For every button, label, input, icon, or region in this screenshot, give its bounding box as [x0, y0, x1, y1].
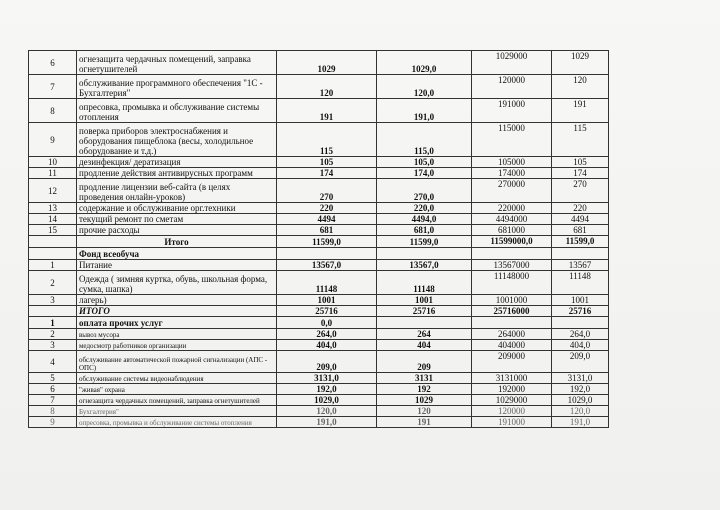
value-4-cell: 120,0 — [552, 406, 609, 417]
row-number-cell: 9 — [29, 123, 77, 157]
description-cell: текущий ремонт по сметам — [77, 214, 277, 225]
value-1-cell: 681 — [277, 225, 377, 236]
value-2-cell: 191,0 — [377, 99, 472, 123]
row-number-cell: 7 — [29, 75, 77, 99]
value-3-cell: 105000 — [472, 157, 552, 168]
description-cell: обслуживание программного обеспечения "1С - Бухгалтерия" — [77, 75, 277, 99]
value-2-cell: 174,0 — [377, 168, 472, 179]
value-2-cell: 4494,0 — [377, 214, 472, 225]
description-cell: продление действия антивирусных программ — [77, 168, 277, 179]
value-1-cell: 209,0 — [277, 351, 377, 373]
description-cell: опресовка, промывка и обслуживание системы отопления — [77, 99, 277, 123]
value-4-cell: 270 — [552, 179, 609, 203]
value-2-cell: 209 — [377, 351, 472, 373]
value-2-cell: 264 — [377, 329, 472, 340]
value-3-cell: 209000 — [472, 351, 552, 373]
value-4-cell: 1029 — [552, 51, 609, 75]
value-1-cell: 11148 — [277, 271, 377, 295]
row-number-cell: 8 — [29, 406, 77, 417]
table-row — [29, 395, 609, 406]
value-4-cell — [552, 248, 609, 260]
row-number-cell: 2 — [29, 329, 77, 340]
row-number-cell — [29, 248, 77, 260]
value-1-cell: 0,0 — [277, 317, 377, 329]
row-number-cell: 14 — [29, 214, 77, 225]
value-2-cell: 25716 — [377, 306, 472, 317]
description-cell: Одежда ( зимняя куртка, обувь, школьная форма, сумка, шапка) — [77, 271, 277, 295]
value-4-cell: 11599,0 — [552, 236, 609, 248]
value-4-cell: 192,0 — [552, 384, 609, 395]
value-3-cell — [472, 248, 552, 260]
description-cell: ИТОГО — [77, 306, 277, 317]
table-row — [29, 168, 609, 179]
value-2-cell: 11148 — [377, 271, 472, 295]
value-4-cell: 120 — [552, 75, 609, 99]
value-1-cell: 11599,0 — [277, 236, 377, 248]
table-row — [29, 373, 609, 384]
value-1-cell: 191,0 — [277, 417, 377, 428]
value-3-cell: 11599000,0 — [472, 236, 552, 248]
row-number-cell: 7 — [29, 395, 77, 406]
description-cell: продление лицензии веб-сайта (в целях проведения онлайн-уроков) — [77, 179, 277, 203]
value-1-cell: 191 — [277, 99, 377, 123]
value-3-cell: 404000 — [472, 340, 552, 351]
value-2-cell: 1029,0 — [377, 51, 472, 75]
value-3-cell: 13567000 — [472, 260, 552, 271]
value-4-cell: 11148 — [552, 271, 609, 295]
value-4-cell: 191,0 — [552, 417, 609, 428]
value-3-cell: 191000 — [472, 99, 552, 123]
description-cell: обслуживание автоматической пожарной сигнализации (АПС - ОПС) — [77, 351, 277, 373]
table-row — [29, 306, 609, 317]
value-3-cell: 191000 — [472, 417, 552, 428]
value-3-cell: 1029000 — [472, 395, 552, 406]
value-1-cell: 220 — [277, 203, 377, 214]
table-row — [29, 75, 609, 99]
table-row — [29, 248, 609, 260]
table-row — [29, 179, 609, 203]
row-number-cell: 2 — [29, 271, 77, 295]
row-number-cell: 1 — [29, 260, 77, 271]
value-3-cell: 11148000 — [472, 271, 552, 295]
row-number-cell: 8 — [29, 99, 77, 123]
value-1-cell: 3131,0 — [277, 373, 377, 384]
table-row — [29, 99, 609, 123]
table-row — [29, 329, 609, 340]
description-cell: огнезащита чердачных помещений, заправка огнетушителей — [77, 51, 277, 75]
row-number-cell: 4 — [29, 351, 77, 373]
row-number-cell: 3 — [29, 340, 77, 351]
description-cell: Фонд всеобуча — [77, 248, 277, 260]
value-2-cell: 404 — [377, 340, 472, 351]
value-2-cell: 105,0 — [377, 157, 472, 168]
value-1-cell — [277, 248, 377, 260]
budget-table-body — [29, 51, 609, 428]
description-cell: содержание и обслуживание орг.техники — [77, 203, 277, 214]
table-row — [29, 225, 609, 236]
value-4-cell: 681 — [552, 225, 609, 236]
value-1-cell: 13567,0 — [277, 260, 377, 271]
value-1-cell: 192,0 — [277, 384, 377, 395]
table-row — [29, 340, 609, 351]
value-2-cell: 192 — [377, 384, 472, 395]
value-2-cell: 11599,0 — [377, 236, 472, 248]
value-4-cell: 191 — [552, 99, 609, 123]
value-3-cell: 264000 — [472, 329, 552, 340]
value-4-cell: 209,0 — [552, 351, 609, 373]
description-cell: оплата прочих услуг — [77, 317, 277, 329]
value-1-cell: 120,0 — [277, 406, 377, 417]
row-number-cell: 5 — [29, 373, 77, 384]
row-number-cell: 6 — [29, 384, 77, 395]
table-row — [29, 51, 609, 75]
table-row — [29, 123, 609, 157]
value-2-cell: 3131 — [377, 373, 472, 384]
value-1-cell: 270 — [277, 179, 377, 203]
value-1-cell: 174 — [277, 168, 377, 179]
value-2-cell: 191 — [377, 417, 472, 428]
value-3-cell: 192000 — [472, 384, 552, 395]
value-1-cell: 1029,0 — [277, 395, 377, 406]
value-1-cell: 1029 — [277, 51, 377, 75]
value-3-cell: 1001000 — [472, 295, 552, 306]
value-3-cell: 120000 — [472, 75, 552, 99]
value-3-cell: 115000 — [472, 123, 552, 157]
table-row — [29, 157, 609, 168]
table-row — [29, 271, 609, 295]
row-number-cell: 11 — [29, 168, 77, 179]
row-number-cell: 10 — [29, 157, 77, 168]
value-2-cell: 1001 — [377, 295, 472, 306]
table-row — [29, 203, 609, 214]
value-2-cell — [377, 317, 472, 329]
row-number-cell: 12 — [29, 179, 77, 203]
value-3-cell: 270000 — [472, 179, 552, 203]
value-3-cell: 25716000 — [472, 306, 552, 317]
value-2-cell: 115,0 — [377, 123, 472, 157]
value-4-cell: 4494 — [552, 214, 609, 225]
value-3-cell — [472, 317, 552, 329]
table-row — [29, 236, 609, 248]
value-4-cell: 174 — [552, 168, 609, 179]
value-4-cell — [552, 317, 609, 329]
value-1-cell: 115 — [277, 123, 377, 157]
table-row — [29, 351, 609, 373]
description-cell: огнезащита чердачных помещений, заправка огнетушителей — [77, 395, 277, 406]
description-cell: Питание — [77, 260, 277, 271]
description-cell: Бухгалтерия" — [77, 406, 277, 417]
value-3-cell: 4494000 — [472, 214, 552, 225]
value-1-cell: 264,0 — [277, 329, 377, 340]
value-2-cell: 270,0 — [377, 179, 472, 203]
value-1-cell: 4494 — [277, 214, 377, 225]
row-number-cell: 15 — [29, 225, 77, 236]
value-4-cell: 3131,0 — [552, 373, 609, 384]
description-cell: обслуживание системы видеонаблюдения — [77, 373, 277, 384]
value-2-cell: 1029 — [377, 395, 472, 406]
row-number-cell: 6 — [29, 51, 77, 75]
value-1-cell: 25716 — [277, 306, 377, 317]
value-1-cell: 404,0 — [277, 340, 377, 351]
value-4-cell: 115 — [552, 123, 609, 157]
value-2-cell: 120,0 — [377, 75, 472, 99]
table-row — [29, 295, 609, 306]
value-1-cell: 1001 — [277, 295, 377, 306]
value-4-cell: 264,0 — [552, 329, 609, 340]
row-number-cell: 3 — [29, 295, 77, 306]
description-cell: "живая" охрана — [77, 384, 277, 395]
value-4-cell: 1001 — [552, 295, 609, 306]
value-2-cell: 13567,0 — [377, 260, 472, 271]
value-2-cell — [377, 248, 472, 260]
value-4-cell: 404,0 — [552, 340, 609, 351]
value-3-cell: 120000 — [472, 406, 552, 417]
description-cell: опресовка, промывка и обслуживание системы отопления — [77, 417, 277, 428]
value-3-cell: 220000 — [472, 203, 552, 214]
value-3-cell: 681000 — [472, 225, 552, 236]
row-number-cell — [29, 306, 77, 317]
value-4-cell: 13567 — [552, 260, 609, 271]
table-row — [29, 214, 609, 225]
row-number-cell: 9 — [29, 417, 77, 428]
value-4-cell: 105 — [552, 157, 609, 168]
value-3-cell: 3131000 — [472, 373, 552, 384]
value-2-cell: 220,0 — [377, 203, 472, 214]
description-cell: лагерь) — [77, 295, 277, 306]
description-cell: поверка приборов электроснабжения и оборудования пищеблока (весы, холодильное оборудование и т.д.) — [77, 123, 277, 157]
value-2-cell: 681,0 — [377, 225, 472, 236]
description-cell: вывоз мусора — [77, 329, 277, 340]
table-row — [29, 317, 609, 329]
budget-table — [28, 50, 609, 428]
table-row — [29, 260, 609, 271]
description-cell: дезинфекция/ дератизация — [77, 157, 277, 168]
value-4-cell: 25716 — [552, 306, 609, 317]
row-number-cell — [29, 236, 77, 248]
value-4-cell: 220 — [552, 203, 609, 214]
value-2-cell: 120 — [377, 406, 472, 417]
table-row — [29, 406, 609, 417]
value-1-cell: 105 — [277, 157, 377, 168]
value-3-cell: 1029000 — [472, 51, 552, 75]
row-number-cell: 1 — [29, 317, 77, 329]
description-cell: прочие расходы — [77, 225, 277, 236]
table-row — [29, 384, 609, 395]
value-4-cell: 1029,0 — [552, 395, 609, 406]
row-number-cell: 13 — [29, 203, 77, 214]
table-row — [29, 417, 609, 428]
description-cell: медосмотр работников организации — [77, 340, 277, 351]
value-3-cell: 174000 — [472, 168, 552, 179]
value-1-cell: 120 — [277, 75, 377, 99]
description-cell: Итого — [77, 236, 277, 248]
